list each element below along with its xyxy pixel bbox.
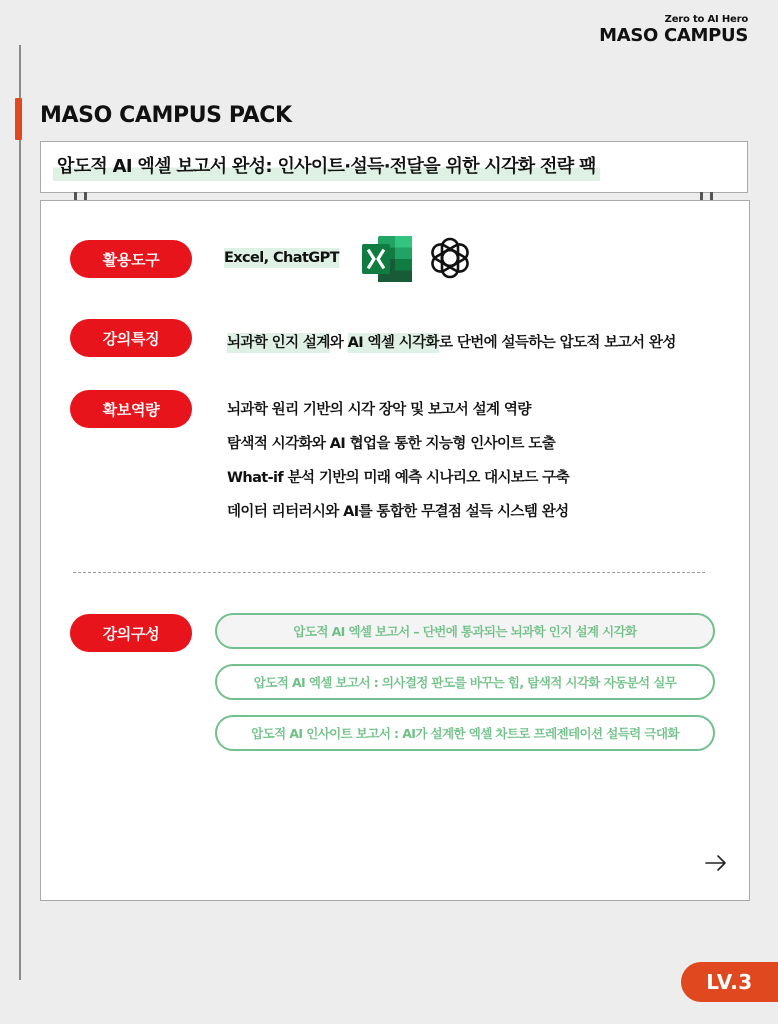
level-badge: LV.3 bbox=[681, 962, 778, 1002]
excel-icon bbox=[362, 236, 412, 282]
chatgpt-icon bbox=[425, 233, 475, 283]
brand-tagline: Zero to AI Hero bbox=[664, 14, 748, 25]
skill-item: 데이터 리터러시와 AI를 통합한 무결점 설득 시스템 완성 bbox=[227, 504, 569, 520]
features-label: 강의특징 bbox=[70, 319, 192, 357]
tools-value-text: Excel, ChatGPT bbox=[224, 250, 339, 266]
curriculum-item-1[interactable]: 압도적 AI 엑셀 보고서 – 단번에 통과되는 뇌과학 인지 설계 시각화 bbox=[215, 613, 715, 649]
skills-label: 확보역량 bbox=[70, 390, 192, 428]
brand-name: MASO CAMPUS bbox=[599, 25, 748, 46]
features-highlight-2: AI 엑셀 시각화 bbox=[347, 335, 439, 351]
features-text-2: 로 단번에 설득하는 압도적 보고서 완성 bbox=[438, 335, 676, 351]
course-title: 압도적 AI 엑셀 보고서 완성: 인사이트·설득·전달을 위한 시각화 전략 팩 bbox=[53, 153, 600, 181]
brand-logo bbox=[599, 14, 748, 46]
curriculum-item-2[interactable]: 압도적 AI 엑셀 보고서 : 의사결정 판도를 바꾸는 힘, 탐색적 시각화 자동분석 실무 bbox=[215, 664, 715, 700]
section-marker bbox=[15, 98, 22, 140]
curriculum-item-3[interactable]: 압도적 AI 인사이트 보고서 : AI가 설계한 엑셀 차트로 프레젠테이션 설득력 극대화 bbox=[215, 715, 715, 751]
course-title-box bbox=[40, 141, 748, 193]
features-highlight-1: 뇌과학 인지 설계 bbox=[227, 335, 330, 351]
curriculum-label: 강의구성 bbox=[70, 614, 192, 652]
tools-value bbox=[224, 250, 339, 266]
arrow-right-icon[interactable] bbox=[704, 852, 728, 874]
left-guide-line bbox=[19, 45, 21, 980]
divider bbox=[73, 572, 705, 573]
tools-label: 활용도구 bbox=[70, 240, 192, 278]
skill-item: 뇌과학 원리 기반의 시각 장악 및 보고서 설계 역량 bbox=[227, 402, 531, 418]
features-text bbox=[227, 331, 676, 352]
pack-title: MASO CAMPUS PACK bbox=[40, 103, 292, 128]
skill-item: 탐색적 시각화와 AI 협업을 통한 지능형 인사이트 도출 bbox=[227, 436, 556, 452]
content-card bbox=[40, 200, 750, 901]
features-text-1: 와 bbox=[329, 335, 348, 351]
skill-item: What-if 분석 기반의 미래 예측 시나리오 대시보드 구축 bbox=[227, 470, 569, 486]
